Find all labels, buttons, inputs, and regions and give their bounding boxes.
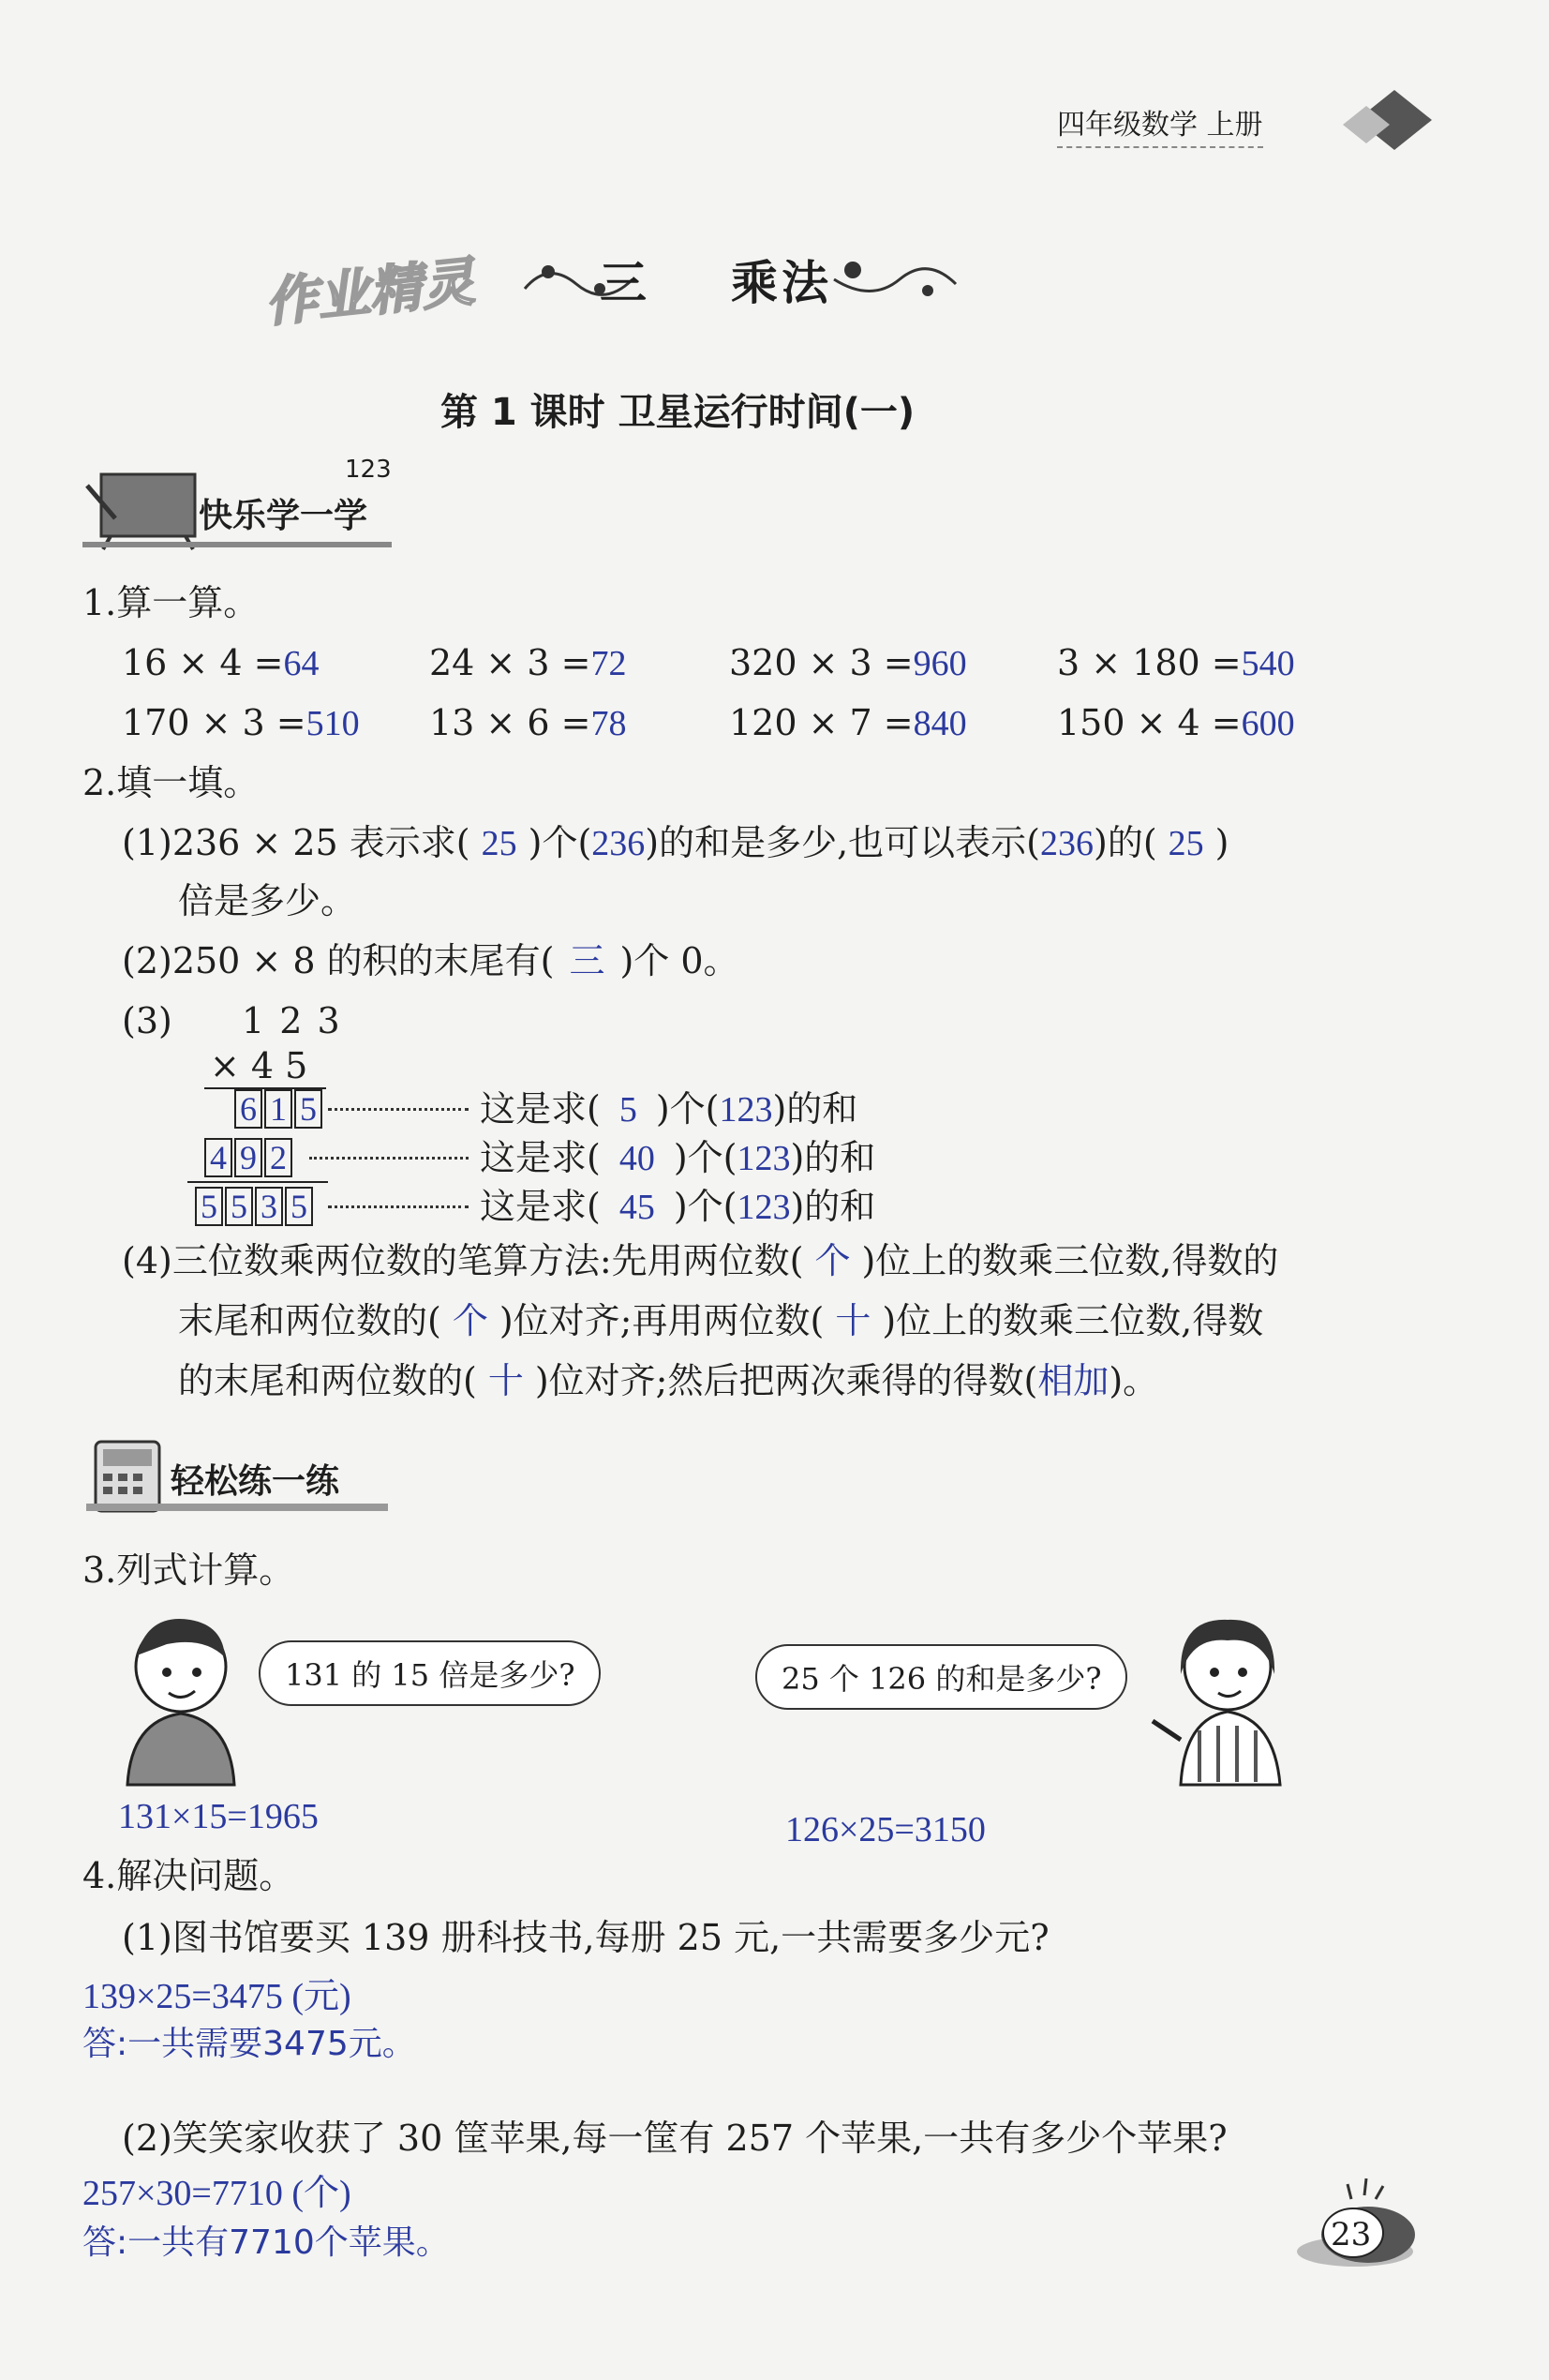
q1-answer: 510 xyxy=(305,704,360,743)
section-underline xyxy=(86,1504,388,1511)
q1-item xyxy=(729,642,967,683)
section-title-practice: 轻松练一练 xyxy=(171,1462,340,1501)
leader-dots xyxy=(328,1108,469,1111)
book-title: 四年级数学 上册 xyxy=(1057,101,1263,148)
q1-answer: 78 xyxy=(590,704,627,743)
final-product: 5 5 3 5 xyxy=(195,1187,315,1226)
q1-expr: 3 × 180 = xyxy=(1057,642,1242,683)
q2-blank: 236 xyxy=(1040,824,1095,863)
q2-part1-line2: 倍是多少。 xyxy=(178,880,357,921)
q2-part4-line2: 末尾和两位数的( 个 )位对齐;再用两位数( 十 )位上的数乘三位数,得数 xyxy=(178,1300,1264,1341)
q1-item xyxy=(1057,642,1295,683)
q2-label: 2.填一填。 xyxy=(82,762,260,803)
q1-answer: 840 xyxy=(913,704,967,743)
blackboard-icon xyxy=(82,467,204,551)
speech-bubble-boy: 131 的 15 倍是多少? xyxy=(259,1640,601,1706)
q1-label: 1.算一算。 xyxy=(82,582,260,623)
partial-product-1: 6 1 5 xyxy=(234,1089,324,1129)
boy-illustration-icon xyxy=(111,1609,251,1787)
section-deco-numbers: 123 xyxy=(345,456,392,484)
q4-part1-answer: 答:一共需要3475元。 xyxy=(82,2025,416,2063)
q2-part2: (2)250 × 8 的积的末尾有( 三 )个 0。 xyxy=(122,940,739,981)
q1-item xyxy=(122,702,360,743)
q1-expr: 120 × 7 = xyxy=(729,702,914,743)
explanation-row: 这是求( 5 )个(123)的和 xyxy=(480,1088,858,1130)
q1-expr: 170 × 3 = xyxy=(122,702,306,743)
q2-part3-label: (3) xyxy=(122,1000,172,1041)
q1-expr: 13 × 6 = xyxy=(429,702,591,743)
q1-answer: 540 xyxy=(1241,644,1295,683)
page-number: 23 xyxy=(1331,2216,1372,2253)
q4-part2-question: (2)笑笑家收获了 30 筐苹果,每一筐有 257 个苹果,一共有多少个苹果? xyxy=(122,2118,1228,2159)
leader-dots xyxy=(328,1205,469,1208)
q4-part2-calc: 257×30=7710 (个) xyxy=(82,2174,351,2213)
vine-right-icon xyxy=(825,251,965,307)
diamond-decoration-icon xyxy=(1338,82,1441,157)
speech-bubble-girl: 25 个 126 的和是多少? xyxy=(755,1644,1127,1710)
lesson-title: 第 1 课时 卫星运行时间(一) xyxy=(440,391,916,434)
q1-item xyxy=(122,642,320,683)
chapter-number: 三 xyxy=(600,256,650,310)
q3-label: 3.列式计算。 xyxy=(82,1549,295,1591)
q4-part2-answer: 答:一共有7710个苹果。 xyxy=(82,2223,450,2262)
q1-item xyxy=(429,702,627,743)
watermark-text: 作业精灵 xyxy=(261,251,478,335)
q1-answer: 600 xyxy=(1241,704,1295,743)
q1-answer: 960 xyxy=(913,644,967,683)
q1-item xyxy=(429,642,627,683)
q1-expr: 24 × 3 = xyxy=(429,642,591,683)
q2-part1-line1: (1)236 × 25 表示求( 25 )个(236)的和是多少,也可以表示(236)的( 25 ) xyxy=(122,822,1229,863)
partial-product-2: 4 9 2 xyxy=(204,1138,294,1177)
q4-label: 4.解决问题。 xyxy=(82,1855,295,1896)
q1-item xyxy=(1057,702,1295,743)
section-title-learn: 快乐学一学 xyxy=(199,497,368,535)
girl-illustration-icon xyxy=(1143,1609,1303,1787)
vertical-rule xyxy=(187,1181,328,1183)
q1-expr: 320 × 3 = xyxy=(729,642,914,683)
q1-answer: 64 xyxy=(283,644,320,683)
q2-part4-line3: 的末尾和两位数的( 十 )位对齐;然后把两次乘得的得数(相加)。 xyxy=(178,1360,1159,1401)
q2-blank: 25 xyxy=(1168,824,1204,863)
q2-blank: 25 xyxy=(481,824,517,863)
q2-blank: 三 xyxy=(569,942,605,981)
q1-answer: 72 xyxy=(590,644,627,683)
q3-answer-1: 131×15=1965 xyxy=(118,1797,319,1836)
explanation-row: 这是求( 45 )个(123)的和 xyxy=(480,1186,876,1227)
q1-item xyxy=(729,702,967,743)
section-underline xyxy=(82,542,392,547)
vertical-multiplier: × 4 5 xyxy=(210,1045,308,1086)
leader-dots xyxy=(309,1157,469,1160)
q2-blank: 236 xyxy=(591,824,646,863)
q2-part4-line1: (4)三位数乘两位数的笔算方法:先用两位数( 个 )位上的数乘三位数,得数的 xyxy=(122,1240,1279,1281)
q3-answer-2: 126×25=3150 xyxy=(785,1810,986,1849)
q4-part1-calc: 139×25=3475 (元) xyxy=(82,1977,351,2016)
chapter-title: 乘法 xyxy=(731,256,832,310)
vertical-top-number: 1 2 3 xyxy=(242,1000,342,1041)
q4-part1-question: (1)图书馆要买 139 册科技书,每册 25 元,一共需要多少元? xyxy=(122,1917,1050,1958)
q1-expr: 16 × 4 = xyxy=(122,642,284,683)
q1-expr: 150 × 4 = xyxy=(1057,702,1242,743)
explanation-row: 这是求( 40 )个(123)的和 xyxy=(480,1137,876,1178)
